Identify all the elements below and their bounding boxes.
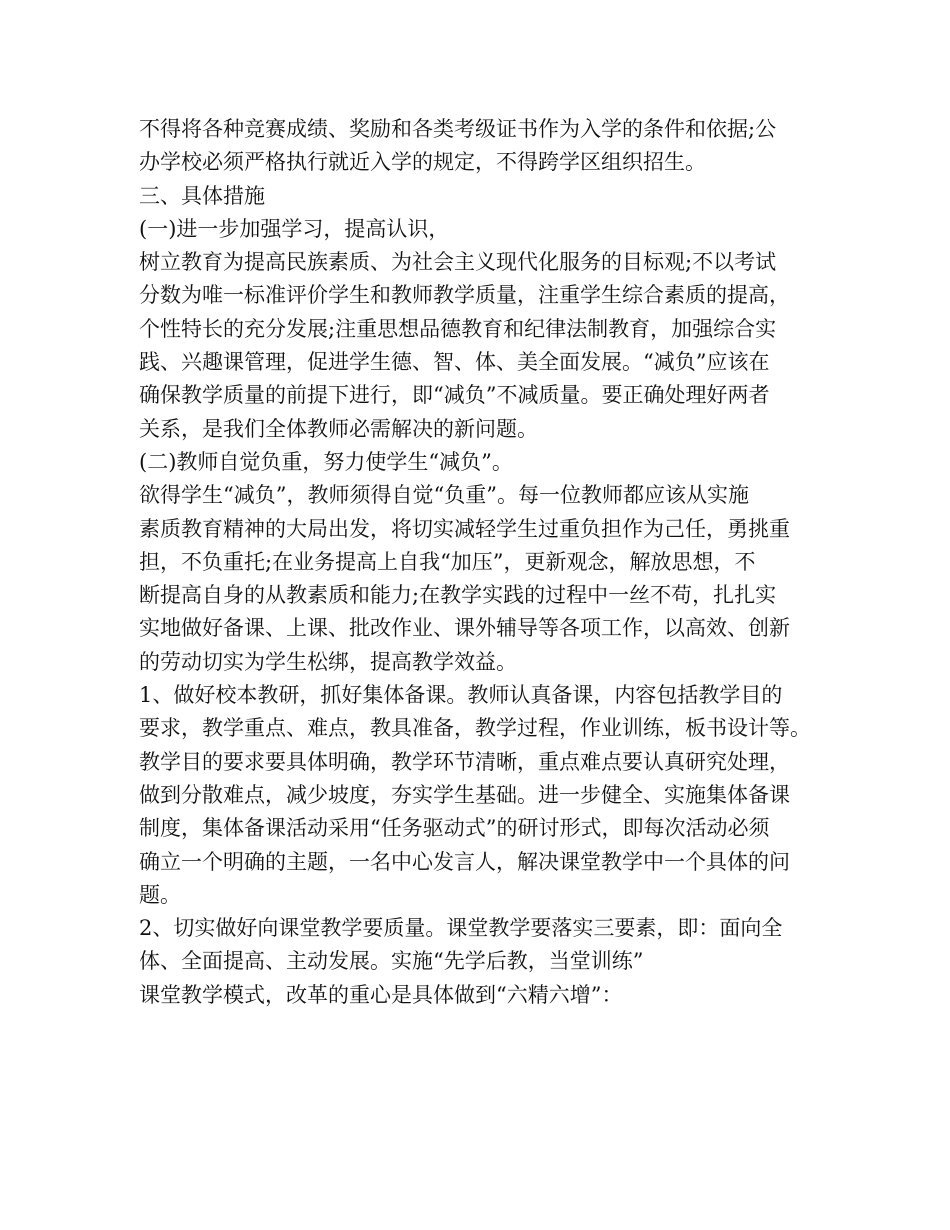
subsection-heading: (二)教师自觉负重，努力使学生“减负”。 xyxy=(139,449,513,474)
subsection-heading: (一)进一步加强学习，提高认识， xyxy=(139,216,450,241)
text-line: 课堂教学模式，改革的重心是具体做到“六精六增”： xyxy=(139,982,623,1007)
text-line: 要求，教学重点、难点，教具准备，教学过程，作业训练，板书设计等。 xyxy=(139,716,811,741)
text-line: 实地做好备课、上课、批改作业、课外辅导等各项工作，以高效、创新 xyxy=(139,616,790,641)
text-line: 担，不负重托;在业务提高上自我“加压”，更新观念，解放思想，不 xyxy=(139,549,756,574)
text-line: 素质教育精神的大局出发，将切实减轻学生过重负担作为己任，勇挑重 xyxy=(139,516,790,541)
text-line: 的劳动切实为学生松绑，提高教学效益。 xyxy=(139,649,517,674)
text-line: 欲得学生“减负”，教师须得自觉“负重”。每一位教师都应该从实施 xyxy=(139,483,749,508)
text-line: 办学校必须严格执行就近入学的规定，不得跨学区组织招生。 xyxy=(139,150,706,175)
text-line: 个性特长的充分发展;注重思想品德教育和纪律法制教育，加强综合实 xyxy=(139,316,777,341)
text-line: 确保教学质量的前提下进行，即“减负”不减质量。要正确处理好两者 xyxy=(139,383,770,408)
text-line: 教学目的要求要具体明确，教学环节清晰，重点难点要认真研究处理， xyxy=(139,749,790,774)
text-line: 断提高自身的从教素质和能力;在教学实践的过程中一丝不苟，扎扎实 xyxy=(139,583,777,608)
text-line: 分数为唯一标准评价学生和教师教学质量，注重学生综合素质的提高， xyxy=(139,283,790,308)
text-line: 关系，是我们全体教师必需解决的新问题。 xyxy=(139,416,538,441)
text-line: 体、全面提高、主动发展。实施“先学后教，当堂训练” xyxy=(139,949,644,974)
text-line: 确立一个明确的主题，一名中心发言人，解决课堂教学中一个具体的问 xyxy=(139,849,790,874)
document-body xyxy=(139,113,819,1012)
text-line: 践、兴趣课管理，促进学生德、智、体、美全面发展。“减负”应该在 xyxy=(139,350,770,375)
text-line: 做到分散难点，减少坡度，夯实学生基础。进一步健全、实施集体备课 xyxy=(139,782,790,807)
text-line: 题。 xyxy=(139,882,181,907)
text-line: 树立教育为提高民族素质、为社会主义现代化服务的目标观;不以考试 xyxy=(139,250,777,275)
text-line: 制度，集体备课活动采用“任务驱动式”的研讨形式，即每次活动必须 xyxy=(139,816,770,841)
numbered-item-line: 1、做好校本教研，抓好集体备课。教师认真备课，内容包括教学目的 xyxy=(139,683,783,708)
text-line: 不得将各种竞赛成绩、奖励和各类考级证书作为入学的条件和依据;公 xyxy=(139,117,777,141)
numbered-item-line: 2、切实做好向课堂教学要质量。课堂教学要落实三要素，即：面向全 xyxy=(139,916,783,941)
section-heading: 三、具体措施 xyxy=(139,183,265,208)
